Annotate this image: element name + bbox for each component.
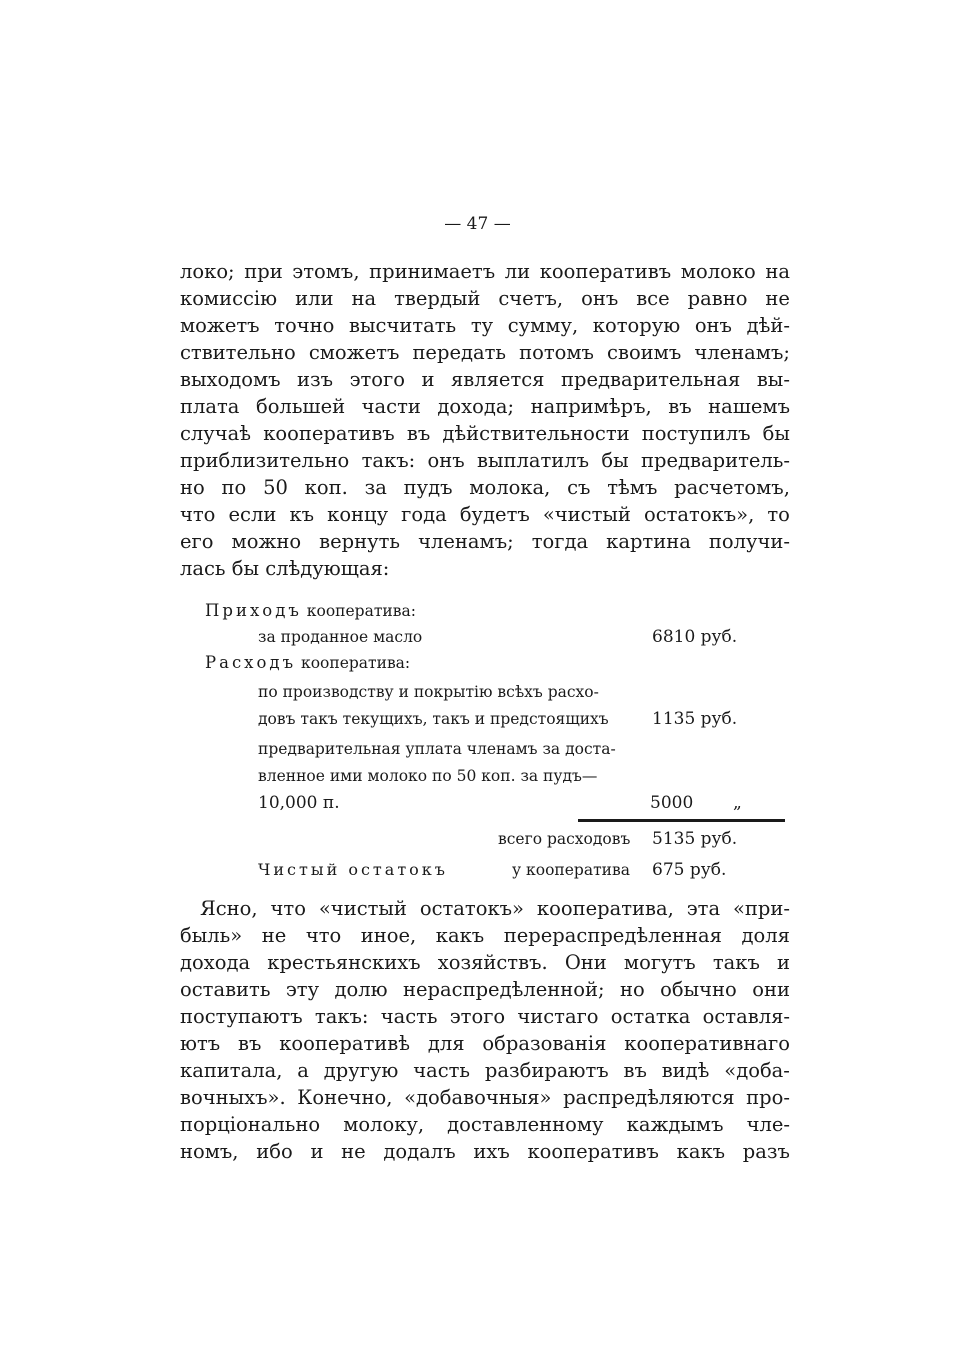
- total-amount: 5135 руб.: [652, 829, 738, 849]
- total-label: всего расходовъ: [498, 830, 631, 848]
- income-amount: 6810 руб.: [652, 627, 738, 647]
- text-line: его можно вернуть членамъ; тогда картина получи-: [180, 530, 790, 553]
- expense-item-1-line-1: по производству и покрытію всѣхъ расхо-: [258, 683, 599, 701]
- text-line: номъ, ибо и не додалъ ихъ кооперативъ какъ разъ: [180, 1140, 790, 1163]
- text-line: приблизительно такъ: онъ выплатилъ бы предваритель-: [180, 449, 790, 472]
- text-line: что если къ концу года будетъ «чистый остатокъ», то: [180, 503, 790, 526]
- sum-rule: [578, 819, 785, 822]
- text-line: комиссію или на твердый счетъ, онъ все равно не: [180, 287, 790, 310]
- expense-item-2-line-3: 10,000 п.: [258, 793, 340, 813]
- net-remainder-heading: Чистый остатокъ: [258, 860, 448, 879]
- net-remainder-amount: 675 руб.: [652, 860, 727, 880]
- text-line: лась бы слѣдующая:: [180, 557, 390, 580]
- text-line: случаѣ кооперативъ въ дѣйствительности поступилъ бы: [180, 422, 790, 445]
- expense-item-2-line-1: предварительная уплата членамъ за доста-: [258, 740, 616, 758]
- income-heading: Приходъ кооператива:: [205, 601, 416, 620]
- text-line: порціонально молоку, доставленному каждымъ чле-: [180, 1113, 790, 1136]
- text-line: выходомъ изъ этого и является предварительная вы-: [180, 368, 790, 391]
- net-remainder-label: у кооператива: [512, 861, 630, 879]
- text-line: ствительно сможетъ передать потомъ своимъ членамъ;: [180, 341, 790, 364]
- text-line: Ясно, что «чистый остатокъ» кооператива, эта «при-: [200, 897, 790, 920]
- text-line: но по 50 коп. за пудъ молока, съ тѣмъ расчетомъ,: [180, 476, 790, 499]
- expense-item-2-line-2: вленное ими молоко по 50 коп. за пудъ—: [258, 767, 598, 785]
- expense-item-2-unit: „: [733, 793, 742, 813]
- expense-item-1-line-2: довъ такъ текущихъ, такъ и предстоящихъ: [258, 710, 609, 728]
- text-line: плата большей части дохода; напримѣръ, въ нашемъ: [180, 395, 790, 418]
- expense-item-1-amount: 1135 руб.: [652, 709, 738, 729]
- income-item: за проданное масло: [258, 628, 423, 646]
- page-number: — 47 —: [444, 214, 511, 234]
- expense-item-2-amount: 5000: [650, 793, 694, 813]
- text-line: можетъ точно высчитать ту сумму, которую онъ дѣй-: [180, 314, 790, 337]
- text-line: оставить эту долю нераспредѣленной; но обычно они: [180, 978, 790, 1001]
- paragraph-2: [180, 895, 790, 1165]
- text-line: ютъ въ кооперативѣ для образованія кооперативнаго: [180, 1032, 790, 1055]
- text-line: быль» не что иное, какъ перераспредѣленная доля: [180, 924, 790, 947]
- expense-heading: Расходъ кооператива:: [205, 653, 411, 672]
- text-line: вочныхъ». Конечно, «добавочныя» распредѣляются про-: [180, 1086, 790, 1109]
- text-line: капитала, а другую часть разбираютъ въ видѣ «доба-: [180, 1059, 790, 1082]
- text-line: поступаютъ такъ: часть этого чистаго остатка оставля-: [180, 1005, 790, 1028]
- text-line: локо; при этомъ, принимаетъ ли кооперативъ молоко на: [180, 260, 790, 283]
- text-line: дохода крестьянскихъ хозяйствъ. Они могутъ такъ и: [180, 951, 790, 974]
